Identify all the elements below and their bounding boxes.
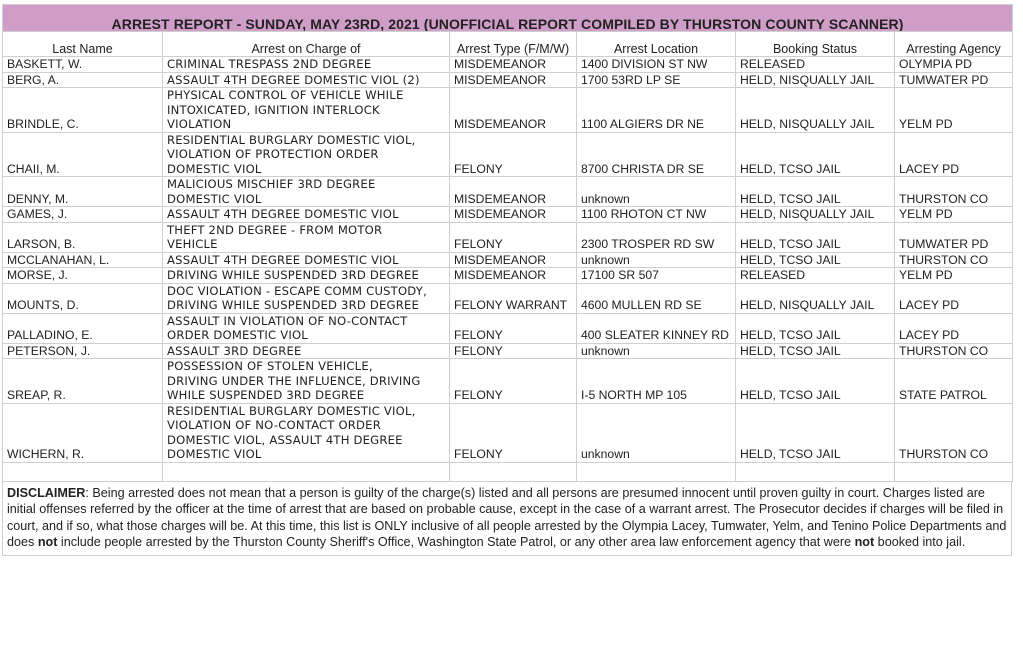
charge-line: MALICIOUS MISCHIEF 3RD DEGREE <box>167 177 376 191</box>
charge-line: ASSAULT 4TH DEGREE DOMESTIC VIOL (2) <box>167 72 420 87</box>
cell-last-name: BERG, A. <box>3 72 163 88</box>
cell-booking-status: HELD, NISQUALLY JAIL <box>736 207 895 223</box>
cell-arrest-type: FELONY <box>450 403 577 462</box>
cell-arrest-type: FELONY <box>450 222 577 252</box>
charge-line: VIOLATION OF PROTECTION ORDER <box>167 147 379 161</box>
cell-booking-status: HELD, NISQUALLY JAIL <box>736 283 895 313</box>
charge-line: THEFT 2ND DEGREE - FROM MOTOR <box>167 222 383 237</box>
cell-agency: THURSTON CO <box>895 343 1013 359</box>
cell-charge <box>163 359 450 404</box>
table-row <box>3 207 1013 223</box>
cell-agency: LACEY PD <box>895 283 1013 313</box>
report-title: ARREST REPORT - SUNDAY, MAY 23RD, 2021 (UNOFFICIAL REPORT COMPILED BY THURSTON COUNTY SCANNER) <box>3 5 1013 32</box>
cell-last-name: GAMES, J. <box>3 207 163 223</box>
col-header-agency: Arresting Agency <box>895 32 1013 57</box>
disclaimer <box>2 482 1012 556</box>
cell-charge <box>163 252 450 268</box>
charge-line: VIOLATION <box>167 117 232 131</box>
cell-location: I-5 NORTH MP 105 <box>577 359 736 404</box>
cell-last-name: DENNY, M. <box>3 177 163 207</box>
table-row <box>3 177 1013 207</box>
cell-arrest-type: FELONY <box>450 359 577 404</box>
cell-location: unknown <box>577 403 736 462</box>
cell-booking-status: HELD, TCSO JAIL <box>736 343 895 359</box>
charge-line: RESIDENTIAL BURGLARY DOMESTIC VIOL, <box>167 403 416 418</box>
cell-arrest-type: FELONY <box>450 313 577 343</box>
cell-agency: THURSTON CO <box>895 403 1013 462</box>
charge-line: ASSAULT 3RD DEGREE <box>167 343 302 358</box>
table-row <box>3 222 1013 252</box>
cell-last-name: PALLADINO, E. <box>3 313 163 343</box>
cell-booking-status: HELD, TCSO JAIL <box>736 403 895 462</box>
cell-charge <box>163 222 450 252</box>
charge-line: WHILE SUSPENDED 3RD DEGREE <box>167 388 365 402</box>
col-header-charge: Arrest on Charge of <box>163 32 450 57</box>
cell-arrest-type: FELONY <box>450 132 577 177</box>
charge-line: ASSAULT IN VIOLATION OF NO-CONTACT <box>167 313 408 328</box>
cell-booking-status: HELD, TCSO JAIL <box>736 132 895 177</box>
table-row <box>3 132 1013 177</box>
table-row <box>3 268 1013 284</box>
cell-charge <box>163 207 450 223</box>
disclaimer-not-2: not <box>854 535 875 549</box>
table-row <box>3 72 1013 88</box>
cell-booking-status: HELD, TCSO JAIL <box>736 252 895 268</box>
cell-agency: OLYMPIA PD <box>895 57 1013 73</box>
cell-location: unknown <box>577 343 736 359</box>
cell-charge <box>163 403 450 462</box>
table-row <box>3 57 1013 73</box>
cell-last-name: CHAII, M. <box>3 132 163 177</box>
charge-line: DOMESTIC VIOL <box>167 161 262 176</box>
col-header-booking-status: Booking Status <box>736 32 895 57</box>
arrest-table <box>2 4 1013 482</box>
table-row <box>3 88 1013 133</box>
cell-booking-status: HELD, TCSO JAIL <box>736 222 895 252</box>
cell-charge <box>163 72 450 88</box>
cell-charge <box>163 57 450 73</box>
charge-line: VEHICLE <box>167 237 218 251</box>
cell-location: 8700 CHRISTA DR SE <box>577 132 736 177</box>
cell-location: 1700 53RD LP SE <box>577 72 736 88</box>
cell-location: 400 SLEATER KINNEY RD <box>577 313 736 343</box>
charge-line: ORDER DOMESTIC VIOL <box>167 328 308 342</box>
charge-line: DRIVING UNDER THE INFLUENCE, DRIVING <box>167 373 421 388</box>
disclaimer-text-2: include people arrested by the Thurston County Sheriff's Office, Washington State Patrol, or any other area law enforcement agency that were <box>57 535 855 549</box>
cell-arrest-type: MISDEMEANOR <box>450 88 577 133</box>
cell-last-name: LARSON, B. <box>3 222 163 252</box>
charge-line: DOMESTIC VIOL <box>167 447 262 461</box>
col-header-location: Arrest Location <box>577 32 736 57</box>
cell-last-name: MORSE, J. <box>3 268 163 284</box>
cell-charge <box>163 268 450 284</box>
table-body <box>3 57 1013 482</box>
table-row <box>3 283 1013 313</box>
cell-location: 1100 ALGIERS DR NE <box>577 88 736 133</box>
cell-agency: YELM PD <box>895 268 1013 284</box>
disclaimer-label: DISCLAIMER <box>7 485 86 500</box>
cell-booking-status: HELD, TCSO JAIL <box>736 359 895 404</box>
header-row <box>3 32 1013 57</box>
cell-last-name: WICHERN, R. <box>3 403 163 462</box>
cell-agency: THURSTON CO <box>895 177 1013 207</box>
table-row <box>3 313 1013 343</box>
charge-line: DOC VIOLATION - ESCAPE COMM CUSTODY, <box>167 283 427 298</box>
disclaimer-text-1: : Being arrested does not mean that a person is guilty of the charge(s) listed and all persons are presumed innocent until proven guilty in court. Charges listed are initial offenses referred by the officer at the time of arrest that are based on probable cause, except in the case of a warrant arrest. The Prosecutor decides if charges will be filed in court, and if so, what those charges will be. At this time, this list is ONLY inclusive of all people arrested by the Olympia Lacey, Tumwater, Yelm, and Tenino Police Departments and does <box>7 485 1007 549</box>
table-row <box>3 343 1013 359</box>
blank-row <box>3 462 1013 481</box>
cell-charge <box>163 313 450 343</box>
disclaimer-not-1: not <box>37 535 58 549</box>
cell-charge <box>163 283 450 313</box>
charge-line: ASSAULT 4TH DEGREE DOMESTIC VIOL <box>167 252 399 267</box>
charge-line: VIOLATION OF NO-CONTACT ORDER <box>167 418 381 432</box>
cell-booking-status: HELD, TCSO JAIL <box>736 177 895 207</box>
cell-agency: LACEY PD <box>895 313 1013 343</box>
charge-line: INTOXICATED, IGNITION INTERLOCK <box>167 102 380 117</box>
cell-agency: THURSTON CO <box>895 252 1013 268</box>
cell-location: 17100 SR 507 <box>577 268 736 284</box>
charge-line: CRIMINAL TRESPASS 2ND DEGREE <box>167 57 372 71</box>
cell-arrest-type: MISDEMEANOR <box>450 72 577 88</box>
charge-line: DOMESTIC VIOL <box>167 191 262 206</box>
cell-charge <box>163 132 450 177</box>
cell-arrest-type: FELONY WARRANT <box>450 283 577 313</box>
cell-booking-status: HELD, TCSO JAIL <box>736 313 895 343</box>
cell-agency: YELM PD <box>895 88 1013 133</box>
charge-line: POSSESSION OF STOLEN VEHICLE, <box>167 359 373 373</box>
cell-location: unknown <box>577 252 736 268</box>
col-header-last-name: Last Name <box>3 32 163 57</box>
cell-booking-status: RELEASED <box>736 268 895 284</box>
cell-arrest-type: MISDEMEANOR <box>450 207 577 223</box>
cell-charge <box>163 177 450 207</box>
cell-arrest-type: MISDEMEANOR <box>450 268 577 284</box>
cell-agency: TUMWATER PD <box>895 222 1013 252</box>
cell-agency: LACEY PD <box>895 132 1013 177</box>
disclaimer-text-3: booked into jail. <box>874 535 966 549</box>
cell-location: 4600 MULLEN RD SE <box>577 283 736 313</box>
charge-line: PHYSICAL CONTROL OF VEHICLE WHILE <box>167 88 404 102</box>
col-header-arrest-type: Arrest Type (F/M/W) <box>450 32 577 57</box>
cell-last-name: MOUNTS, D. <box>3 283 163 313</box>
cell-agency: STATE PATROL <box>895 359 1013 404</box>
cell-last-name: SREAP, R. <box>3 359 163 404</box>
charge-line: RESIDENTIAL BURGLARY DOMESTIC VIOL, <box>167 132 416 147</box>
cell-arrest-type: MISDEMEANOR <box>450 57 577 73</box>
charge-line: DRIVING WHILE SUSPENDED 3RD DEGREE <box>167 298 420 312</box>
cell-arrest-type: MISDEMEANOR <box>450 177 577 207</box>
cell-booking-status: RELEASED <box>736 57 895 73</box>
charge-line: ASSAULT 4TH DEGREE DOMESTIC VIOL <box>167 207 399 221</box>
cell-arrest-type: FELONY <box>450 343 577 359</box>
charge-line: DRIVING WHILE SUSPENDED 3RD DEGREE <box>167 268 420 282</box>
cell-location: 1400 DIVISION ST NW <box>577 57 736 73</box>
cell-booking-status: HELD, NISQUALLY JAIL <box>736 72 895 88</box>
cell-agency: YELM PD <box>895 207 1013 223</box>
cell-last-name: BASKETT, W. <box>3 57 163 73</box>
table-row <box>3 359 1013 404</box>
cell-agency: TUMWATER PD <box>895 72 1013 88</box>
cell-last-name: BRINDLE, C. <box>3 88 163 133</box>
cell-last-name: PETERSON, J. <box>3 343 163 359</box>
charge-line: DOMESTIC VIOL, ASSAULT 4TH DEGREE <box>167 432 403 447</box>
cell-arrest-type: MISDEMEANOR <box>450 252 577 268</box>
table-row <box>3 403 1013 462</box>
table-row <box>3 252 1013 268</box>
arrest-report <box>2 4 1012 556</box>
cell-location: unknown <box>577 177 736 207</box>
cell-charge <box>163 343 450 359</box>
cell-location: 2300 TROSPER RD SW <box>577 222 736 252</box>
cell-last-name: MCCLANAHAN, L. <box>3 252 163 268</box>
cell-location: 1100 RHOTON CT NW <box>577 207 736 223</box>
cell-charge <box>163 88 450 133</box>
cell-booking-status: HELD, NISQUALLY JAIL <box>736 88 895 133</box>
